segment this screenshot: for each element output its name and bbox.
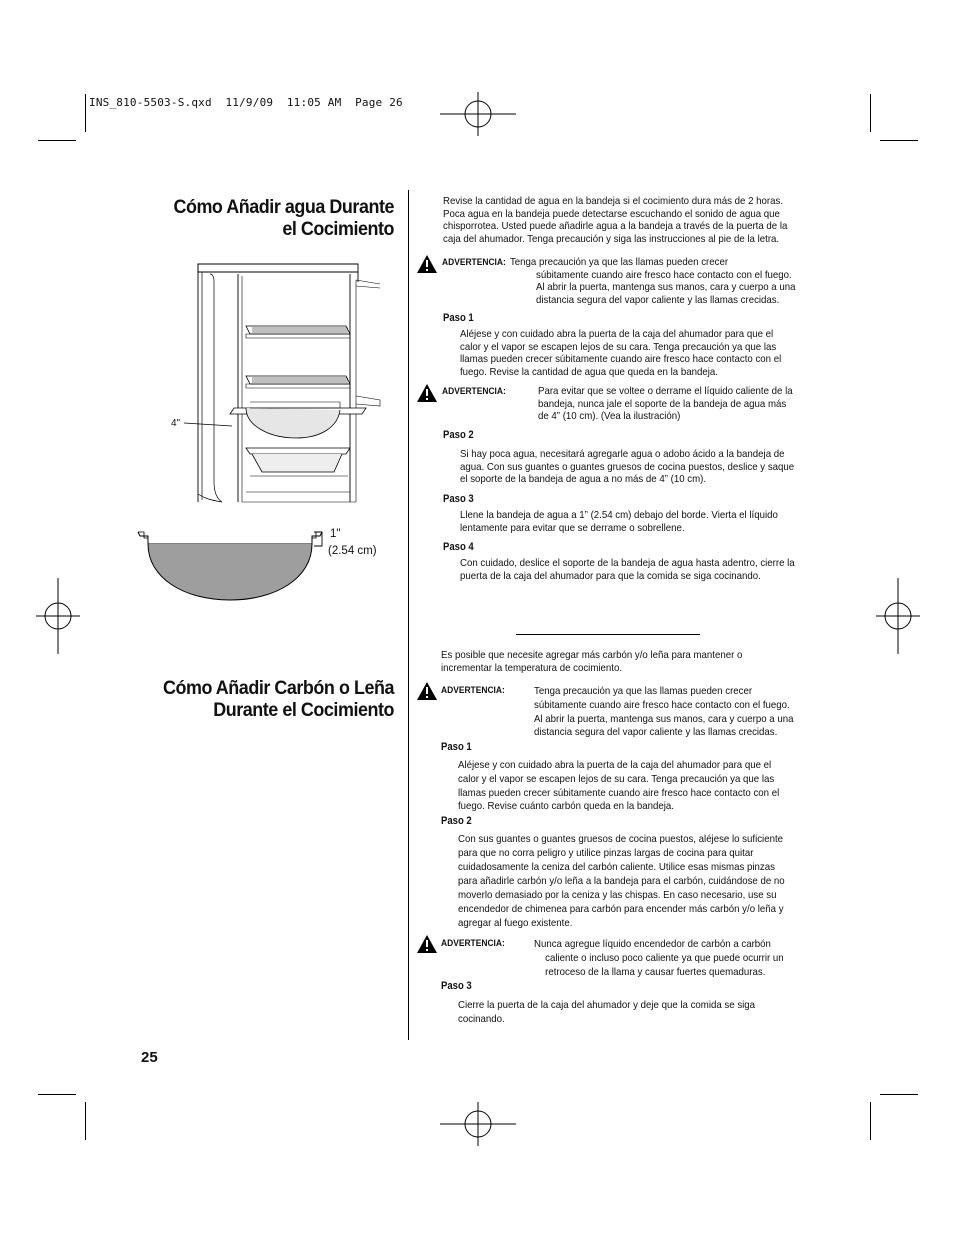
warning-label: ADVERTENCIA:: [442, 386, 506, 397]
section-separator: [516, 634, 700, 635]
step-text: Con cuidado, deslice el soporte de la bandeja de agua hasta adentro, cierre la puerta de la caja del ahumador para que la comida se siga cocinando.: [460, 558, 795, 582]
dimension-label-4in: 4": [171, 418, 181, 429]
warning-label: ADVERTENCIA:: [441, 685, 505, 696]
warning-triangle-icon: [416, 254, 438, 274]
step-label: Paso 1: [441, 741, 472, 753]
step-label: Paso 3: [441, 980, 472, 992]
charcoal-intro-paragraph: Es posible que necesite agregar más carbón y/o leña para mantener o incrementar la temperatura de cocimiento.: [441, 650, 743, 674]
dimension-label-1in: 1": [330, 528, 341, 540]
section-title-charcoal: Cómo Añadir Carbón o Leña Durante el Cocimiento: [162, 677, 394, 721]
water-pan-illustration: [136, 524, 336, 610]
step-text: Si hay poca agua, necesitará agregarle agua o adobo ácido a la bandeja de agua. Con sus guantes o guantes gruesos de cocina puestos, deslice y saque el soporte de la bandeja de agua a no más de 4” (10 cm).: [460, 449, 795, 486]
warning-triangle-icon: [416, 934, 438, 954]
warning-text: Tenga precaución ya que las llamas pueden crecer súbitamente cuando aire fresco hace contacto con el fuego. Al abrir la puerta, mantenga sus manos, cara y cuerpo a una distancia segura del vapor caliente y las llamas crecidas.: [534, 686, 794, 739]
warning-text: Para evitar que se voltee o derrame el líquido caliente de la bandeja, nunca jale el soporte de la bandeja de agua más de 4” (10 cm). (Vea la ilustración): [538, 386, 793, 423]
warning-triangle-icon: [416, 383, 438, 403]
file-slug: INS_810-5503-S.qxd 11/9/09 11:05 AM Page 26: [89, 96, 403, 109]
dimension-label-cm: (2.54 cm): [328, 545, 377, 557]
step-text: Aléjese y con cuidado abra la puerta de la caja del ahumador para que el calor y el vapor se escapen lejos de su cara. Tenga precaución ya que las llamas pueden crecer súbitamente cuando aire fresco hace contacto con el fuego. Revise la cantidad de agua que queda en la bandeja.: [460, 329, 782, 379]
warning-label: ADVERTENCIA:: [442, 257, 506, 268]
step-text: Cierre la puerta de la caja del ahumador y deje que la comida se siga cocinando.: [458, 1000, 756, 1025]
step-text: Con sus guantes o guantes gruesos de cocina puestos, aléjese lo suficiente para que no corra peligro y utilice pinzas largas de cocina para quitar cuidadosamente la ceniza del carbón caliente. Utilice esas mismas pinzas para añadirle carbón y/o leña a la bandeja para el carbón, cuidándose de no moverlo demasiado por la ceniza y las chispas. En caso necesario, use su encendedor de chimenea para carbón para encender más carbón y/o leña y agregar al fuego existente.: [458, 834, 785, 929]
warning-label: ADVERTENCIA:: [441, 938, 505, 949]
warning-triangle-icon: [416, 681, 438, 701]
water-intro-paragraph: Revise la cantidad de agua en la bandeja si el cocimiento dura más de 2 horas. Poca agua en la bandeja puede detectarse escuchando el sonido de agua que chisporrotea. Usted puede añadirle agua a la bandeja a través de la puerta de la caja del ahumador. Tenga precaución y siga las instrucciones al pie de la letra.: [443, 196, 788, 246]
step-label: Paso 4: [443, 541, 474, 553]
dimension-leader: [184, 416, 244, 430]
step-label: Paso 1: [443, 312, 474, 324]
warning-text: Nunca agregue líquido encendedor de carbón a carbón caliente o incluso poco caliente ya que puede ocurrir un retroceso de la llama y causar fuertes quemaduras.: [534, 939, 784, 978]
step-label: Paso 2: [441, 815, 472, 827]
step-text: Llene la bandeja de agua a 1” (2.54 cm) debajo del borde. Vierta el líquido lentamente para evitar que se derrame o sobrellene.: [460, 510, 778, 534]
step-text: Aléjese y con cuidado abra la puerta de la caja del ahumador para que el calor y el vapor se escapen lejos de su cara. Tenga precaución ya que las llamas pueden crecer súbitamente cuando aire fresco hace contacto con el fuego. Revise cuánto carbón queda en la bandeja.: [458, 760, 780, 813]
registration-mark-icon: [876, 578, 920, 654]
registration-mark-icon: [36, 578, 80, 654]
section-title-water: Cómo Añadir agua Durante el Cocimiento: [173, 196, 394, 240]
smoker-cabinet-illustration: [170, 262, 382, 506]
column-divider: [408, 190, 409, 1040]
step-label: Paso 2: [443, 429, 474, 441]
step-label: Paso 3: [443, 493, 474, 505]
page-number: 25: [141, 1049, 158, 1066]
warning-text: Tenga precaución ya que las llamas pueden crecer súbitamente cuando aire fresco hace contacto con el fuego. Al abrir la puerta, mantenga sus manos, cara y cuerpo a una distancia segura del vapor caliente y las llamas crecidas.: [509, 257, 796, 307]
registration-mark-icon: [440, 92, 516, 136]
registration-mark-icon: [440, 1102, 516, 1146]
